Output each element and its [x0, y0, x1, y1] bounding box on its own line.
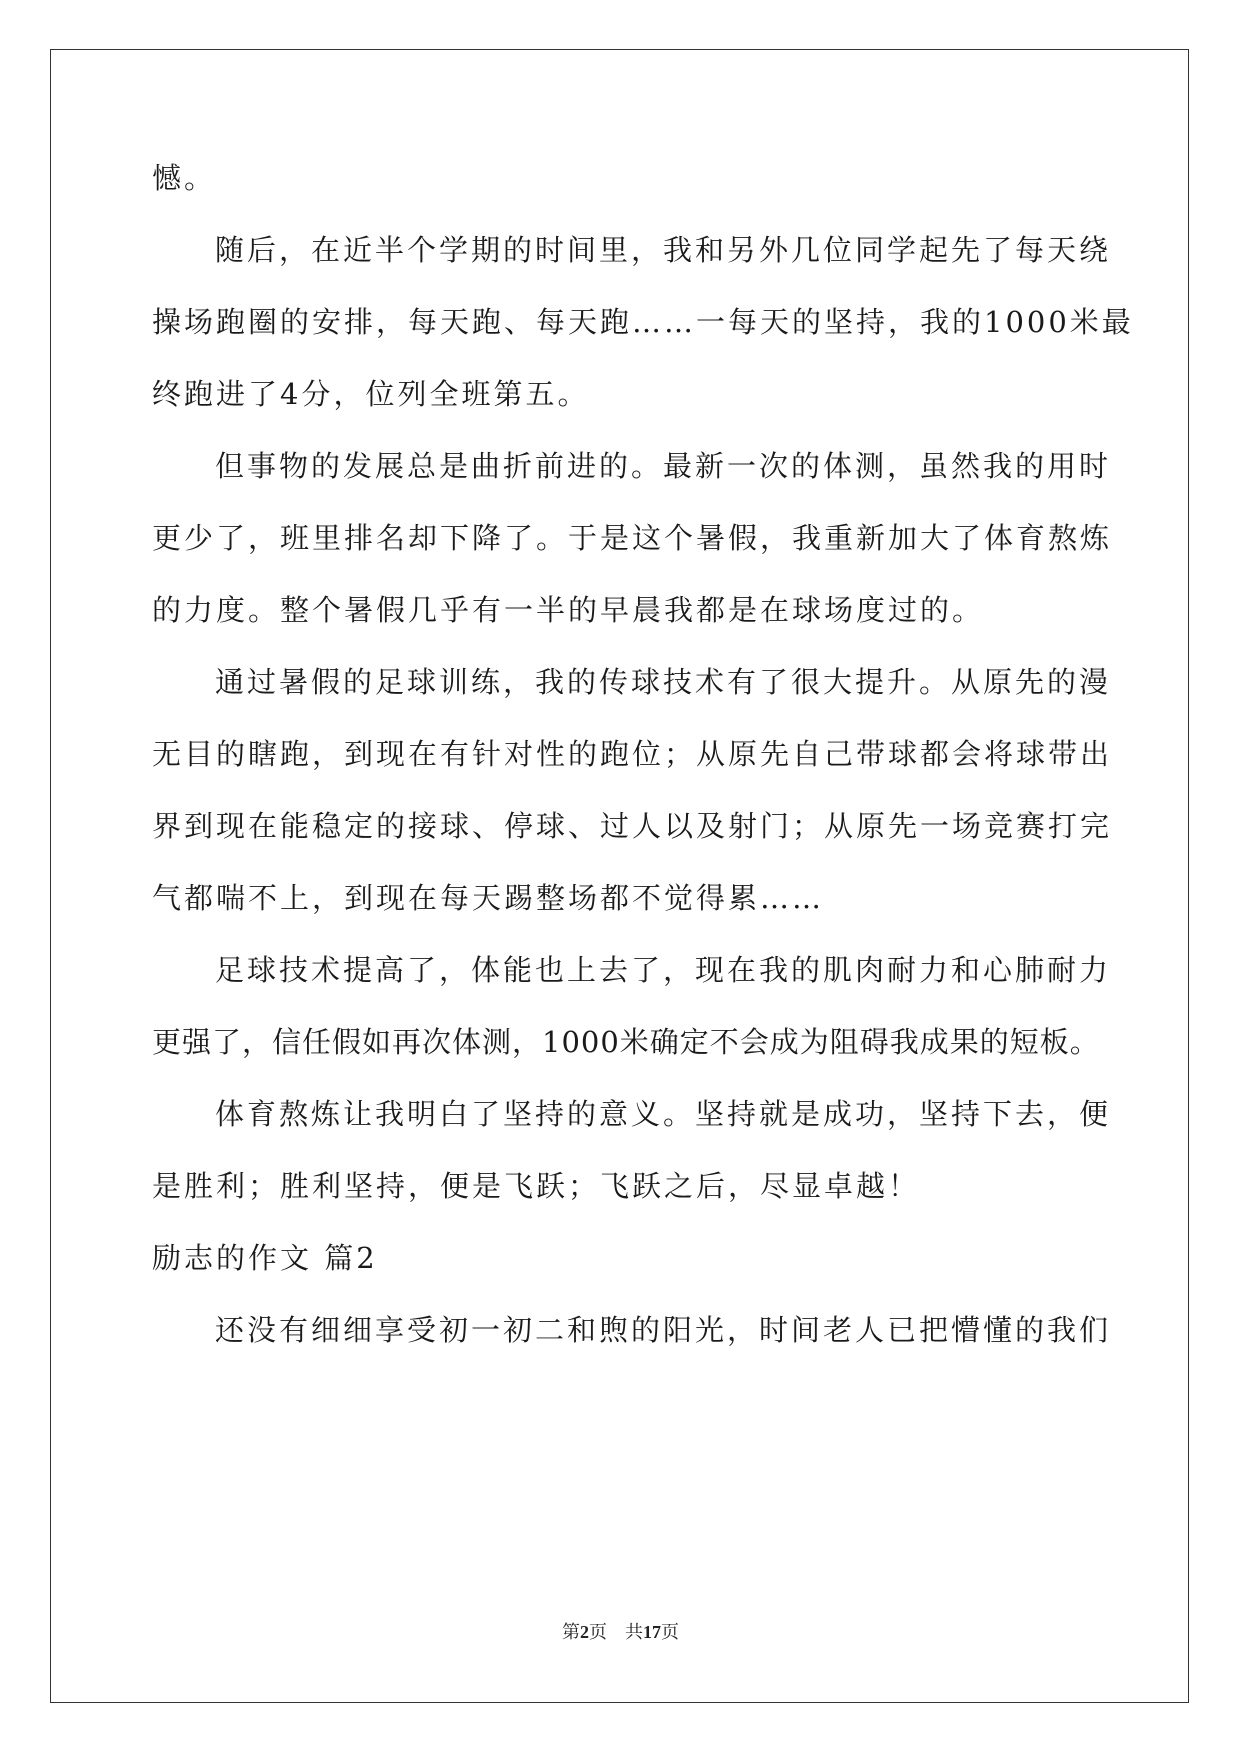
- total-suffix: 页: [661, 1622, 679, 1643]
- total-prefix: 共: [625, 1622, 643, 1643]
- paragraph-line: 通过暑假的足球训练，我的传球技术有了很大提升。从原先的漫: [215, 665, 1112, 699]
- paragraph-line: 更少了，班里排名却下降了。于是这个暑假，我重新加大了体育熬炼: [152, 521, 1113, 555]
- paragraph-line: 界到现在能稳定的接球、停球、过人以及射门；从原先一场竞赛打完: [152, 809, 1113, 843]
- paragraph-line: 操场跑圈的安排，每天跑、每天跑……一每天的坚持，我的1000米最: [152, 305, 1134, 339]
- paragraph-line: 无目的瞎跑，到现在有针对性的跑位；从原先自己带球都会将球带出: [152, 737, 1113, 771]
- total-pages: 17: [643, 1622, 661, 1642]
- paragraph-line: 憾。: [152, 161, 217, 195]
- page-prefix: 第: [562, 1622, 580, 1643]
- paragraph-line: 的力度。整个暑假几乎有一半的早晨我都是在球场度过的。: [152, 593, 985, 627]
- paragraph-line: 气都喘不上，到现在每天踢整场都不觉得累……: [152, 881, 825, 915]
- paragraph-line: 还没有细细享受初一初二和煦的阳光，时间老人已把懵懂的我们: [215, 1313, 1112, 1347]
- paragraph-line: 终跑进了4分，位列全班第五。: [152, 377, 590, 411]
- page-border: [50, 49, 1189, 1703]
- page-number: 2: [580, 1622, 589, 1642]
- page-footer: [0, 1621, 1241, 1644]
- paragraph-line: 是胜利；胜利坚持，便是飞跃；飞跃之后，尽显卓越！: [152, 1169, 921, 1203]
- paragraph-line: 足球技术提高了，体能也上去了，现在我的肌肉耐力和心肺耐力: [215, 953, 1112, 987]
- paragraph-line: 体育熬炼让我明白了坚持的意义。坚持就是成功，坚持下去，便: [215, 1097, 1112, 1131]
- page-suffix: 页: [589, 1622, 607, 1643]
- paragraph-line: 随后，在近半个学期的时间里，我和另外几位同学起先了每天绕: [215, 233, 1112, 267]
- section-heading: 励志的作文 篇2: [152, 1241, 378, 1275]
- paragraph-line: 更强了，信任假如再次体测，1000米确定不会成为阻碍我成果的短板。: [152, 1025, 1100, 1059]
- paragraph-line: 但事物的发展总是曲折前进的。最新一次的体测，虽然我的用时: [215, 449, 1112, 483]
